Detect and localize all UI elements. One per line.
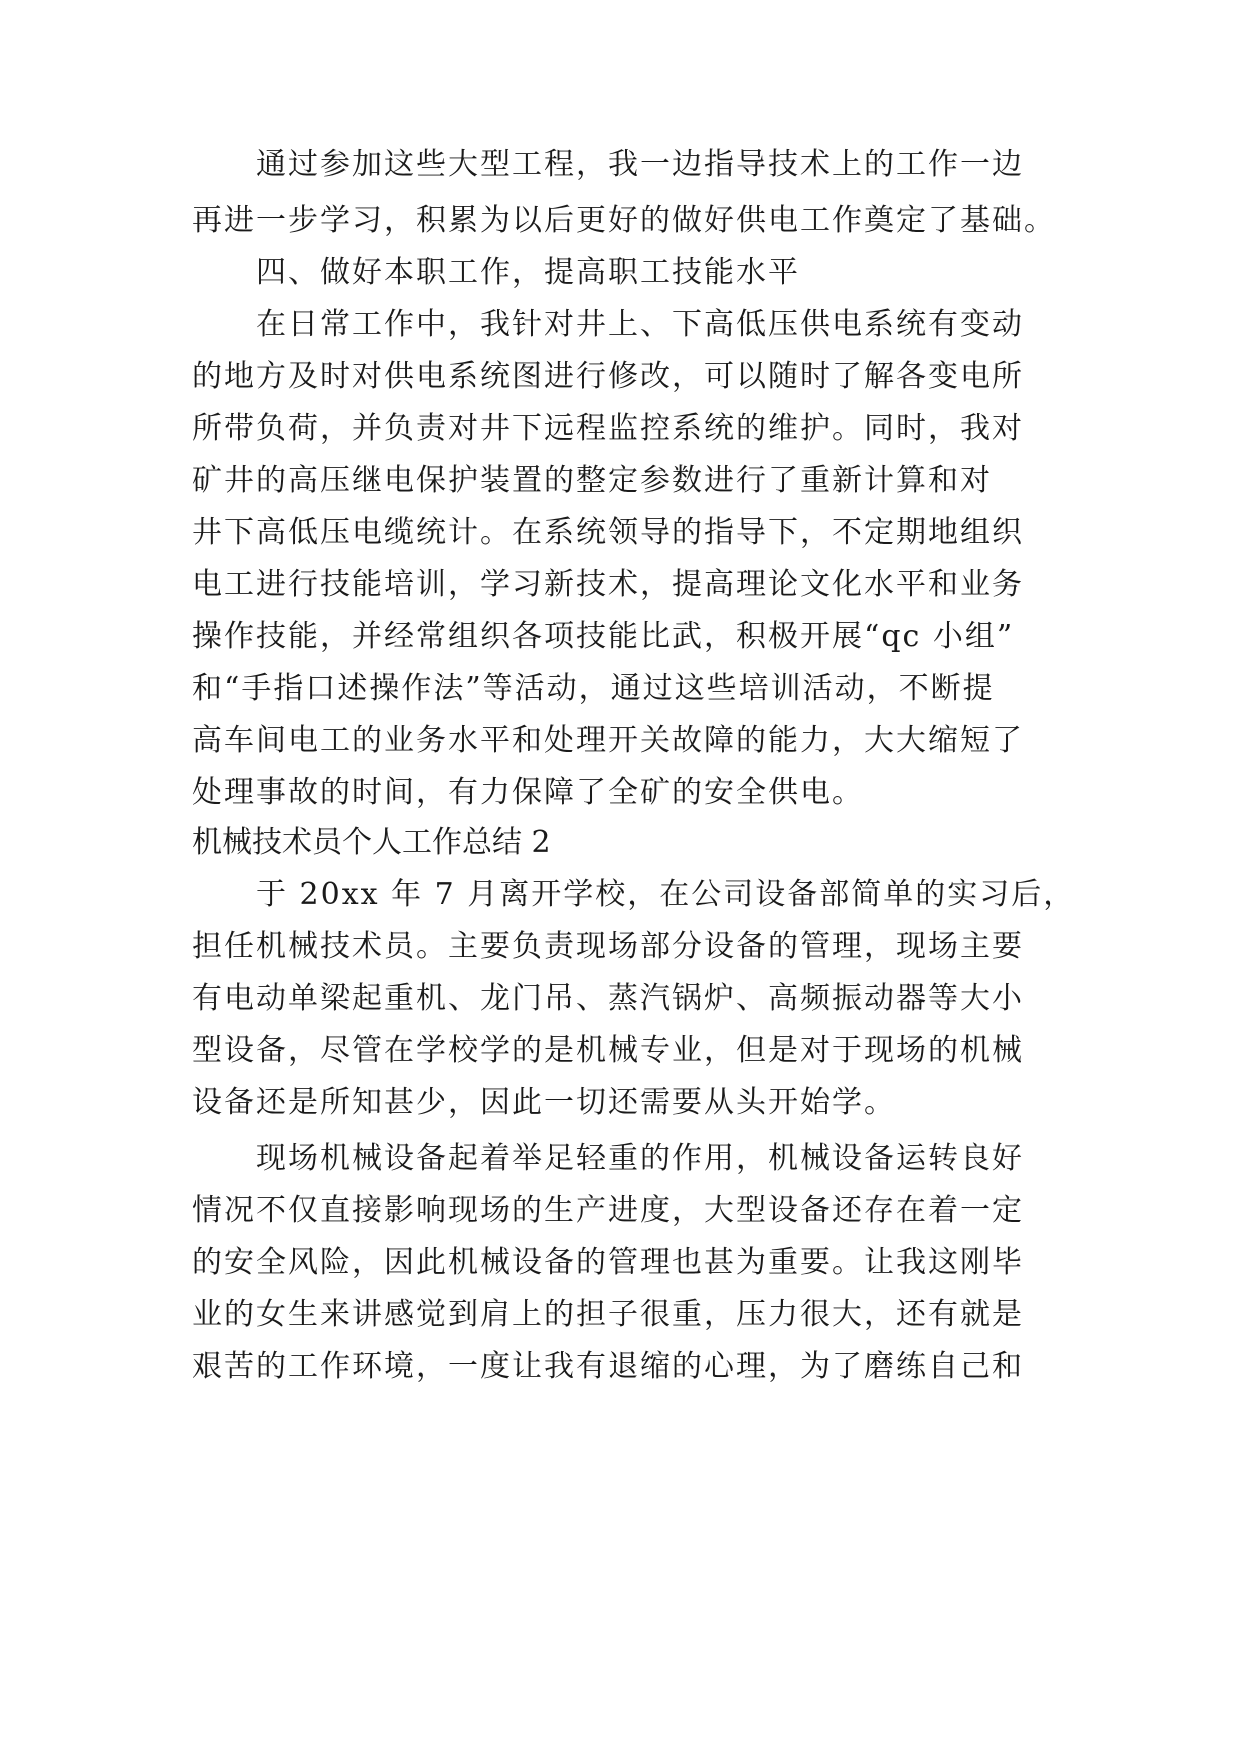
text-line: 矿井的高压继电保护装置的整定参数进行了重新计算和对 — [192, 463, 992, 498]
text-line: 艰苦的工作环境，一度让我有退缩的心理，为了磨练自己和 — [192, 1349, 1024, 1384]
text-line: 设备还是所知甚少，因此一切还需要从头开始学。 — [192, 1085, 896, 1120]
text-line: 电工进行技能培训，学习新技术，提高理论文化水平和业务 — [192, 567, 1024, 602]
text-line: 所带负荷，并负责对井下远程监控系统的维护。同时，我对 — [192, 411, 1024, 446]
text-line: 高车间电工的业务水平和处理开关故障的能力，大大缩短了 — [192, 723, 1024, 758]
text-line: 通过参加这些大型工程，我一边指导技术上的工作一边 — [256, 147, 1024, 182]
text-line: 有电动单梁起重机、龙门吊、蒸汽锅炉、高频振动器等大小 — [192, 981, 1024, 1016]
text-line: 型设备，尽管在学校学的是机械专业，但是对于现场的机械 — [192, 1033, 1024, 1068]
text-line: 在日常工作中，我针对井上、下高低压供电系统有变动 — [256, 307, 1024, 342]
text-line: 业的女生来讲感觉到肩上的担子很重，压力很大，还有就是 — [192, 1297, 1024, 1332]
text-line: 的地方及时对供电系统图进行修改，可以随时了解各变电所 — [192, 359, 1024, 394]
document-title: 机械技术员个人工作总结 2 — [192, 825, 551, 860]
text-line: 担任机械技术员。主要负责现场部分设备的管理，现场主要 — [192, 929, 1024, 964]
text-line: 井下高低压电缆统计。在系统领导的指导下，不定期地组织 — [192, 515, 1024, 550]
text-line: 的安全风险，因此机械设备的管理也甚为重要。让我这刚毕 — [192, 1245, 1024, 1280]
text-line: 和“手指口述操作法”等活动，通过这些培训活动，不断提 — [192, 671, 995, 706]
text-line: 再进一步学习，积累为以后更好的做好供电工作奠定了基础。 — [192, 203, 1056, 238]
text-line: 现场机械设备起着举足轻重的作用，机械设备运转良好 — [256, 1141, 1024, 1176]
text-line: 情况不仅直接影响现场的生产进度，大型设备还存在着一定 — [192, 1193, 1024, 1228]
text-line: 处理事故的时间，有力保障了全矿的安全供电。 — [192, 775, 864, 810]
text-line: 于 20xx 年 7 月离开学校，在公司设备部简单的实习后， — [256, 877, 1076, 912]
section-heading: 四、做好本职工作，提高职工技能水平 — [256, 255, 800, 290]
text-line: 操作技能，并经常组织各项技能比武，积极开展“qc 小组” — [192, 619, 1015, 654]
